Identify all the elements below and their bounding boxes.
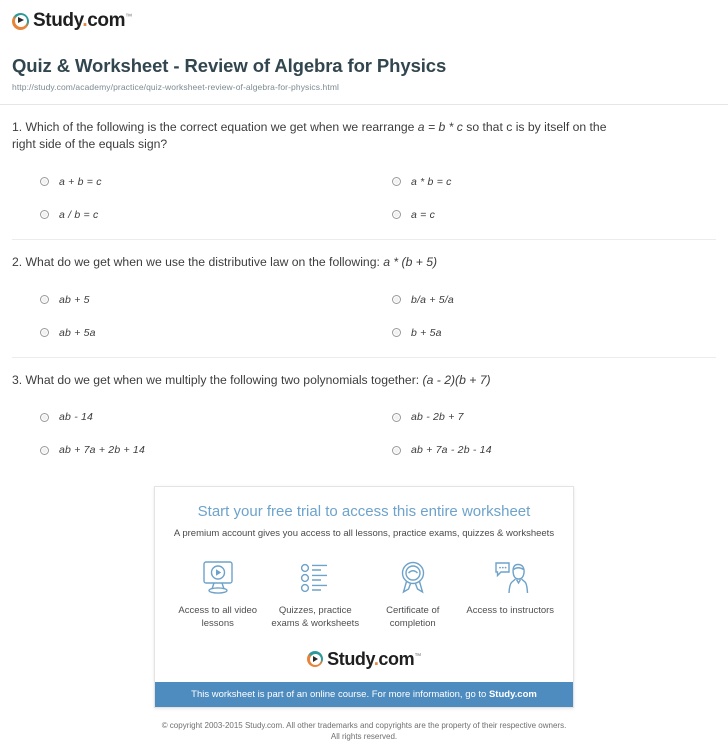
copyright-line-2: All rights reserved. bbox=[330, 732, 398, 742]
option-1-d[interactable] bbox=[364, 196, 716, 227]
brand-name-tld: com bbox=[378, 648, 415, 669]
option-label: a + b = c bbox=[59, 175, 102, 188]
option-label: b/a + 5/a bbox=[411, 293, 454, 306]
radio-icon[interactable] bbox=[40, 295, 49, 304]
radio-icon[interactable] bbox=[392, 295, 401, 304]
page-title: Quiz & Worksheet - Review of Algebra for Physics bbox=[12, 54, 447, 76]
feature-certificate bbox=[364, 557, 462, 631]
radio-icon[interactable] bbox=[40, 328, 49, 337]
promo-bar-text: This worksheet is part of an online course. For more information, go to bbox=[191, 688, 489, 700]
award-ribbon-icon bbox=[393, 557, 433, 597]
promo-study-com-logo[interactable] bbox=[307, 649, 421, 670]
option-1-a[interactable] bbox=[12, 168, 364, 196]
options-list-2 bbox=[12, 278, 716, 345]
option-label: a * b = c bbox=[411, 175, 452, 188]
option-label: a / b = c bbox=[59, 208, 99, 221]
option-2-d[interactable] bbox=[364, 314, 716, 345]
brand-name-tld: com bbox=[87, 10, 126, 31]
play-circle-icon bbox=[12, 13, 29, 30]
option-label: ab + 5 bbox=[59, 293, 90, 306]
title-block bbox=[0, 43, 728, 92]
question-1-part1: 1. Which of the following is the correct equation we get when we rearrange bbox=[12, 119, 418, 134]
feature-quizzes-worksheets bbox=[267, 557, 365, 631]
brand-wordmark bbox=[327, 649, 421, 670]
copyright-line-1: © copyright 2003-2015 Study.com. All other trademarks and copyrights are the property of their respective owners. bbox=[161, 720, 567, 730]
options-list-1 bbox=[12, 160, 716, 227]
promo-footer-bar bbox=[155, 682, 573, 707]
promo-bar-link[interactable]: Study.com bbox=[488, 688, 537, 700]
promo-card-container bbox=[0, 462, 728, 708]
option-1-b[interactable] bbox=[364, 168, 716, 196]
instructor-chat-icon bbox=[490, 557, 530, 597]
page-url: http://study.com/academy/practice/quiz-worksheet-review-of-algebra-for-physics.html bbox=[12, 81, 340, 92]
question-2-expression: a * (b + 5) bbox=[383, 254, 438, 269]
brand-wordmark bbox=[33, 10, 132, 32]
promo-logo-row bbox=[155, 645, 573, 682]
feature-video-lessons bbox=[169, 557, 267, 631]
radio-icon[interactable] bbox=[40, 210, 49, 219]
option-label: ab - 2b + 7 bbox=[411, 411, 464, 424]
question-text-2 bbox=[12, 254, 612, 272]
copyright-footer bbox=[0, 708, 728, 743]
option-label: b + 5a bbox=[411, 326, 442, 339]
question-block-1 bbox=[0, 105, 728, 227]
option-2-b[interactable] bbox=[364, 286, 716, 314]
option-3-d[interactable] bbox=[364, 431, 716, 462]
radio-icon[interactable] bbox=[40, 413, 49, 422]
option-3-a[interactable] bbox=[12, 403, 364, 431]
radio-icon[interactable] bbox=[392, 446, 401, 455]
study-com-logo[interactable] bbox=[12, 10, 132, 32]
option-label: ab + 5a bbox=[59, 326, 96, 339]
brand-name-main: Study bbox=[33, 10, 83, 31]
question-text-1 bbox=[12, 119, 612, 154]
options-list-3 bbox=[12, 395, 716, 462]
option-3-c[interactable] bbox=[12, 431, 364, 462]
feature-instructors bbox=[462, 557, 560, 631]
option-label: a = c bbox=[411, 208, 436, 221]
radio-icon[interactable] bbox=[392, 210, 401, 219]
video-monitor-icon bbox=[198, 557, 238, 597]
trademark-mark: ™ bbox=[414, 652, 421, 660]
radio-icon[interactable] bbox=[392, 413, 401, 422]
play-circle-icon bbox=[307, 651, 323, 667]
page-header bbox=[0, 0, 728, 43]
option-label: ab + 7a + 2b + 14 bbox=[59, 444, 146, 457]
radio-icon[interactable] bbox=[40, 177, 49, 186]
question-1-part2: so that c is by itself on the right side of the equals sign? bbox=[12, 119, 607, 152]
option-1-c[interactable] bbox=[12, 196, 364, 227]
feature-label: Quizzes, practice exams & worksheets bbox=[271, 605, 360, 630]
question-block-2 bbox=[0, 240, 728, 345]
radio-icon[interactable] bbox=[392, 177, 401, 186]
question-block-3 bbox=[0, 358, 728, 463]
option-2-a[interactable] bbox=[12, 286, 364, 314]
feature-label: Certificate of completion bbox=[386, 605, 440, 630]
promo-title: Start your free trial to access this entire worksheet bbox=[197, 503, 531, 521]
radio-icon[interactable] bbox=[392, 328, 401, 337]
question-text-3 bbox=[12, 372, 612, 390]
question-2-part1: 2. What do we get when we use the distributive law on the following: bbox=[12, 254, 384, 269]
promo-subtitle: A premium account gives you access to all lessons, practice exams, quizzes & worksheets bbox=[173, 528, 555, 540]
question-3-part1: 3. What do we get when we multiply the following two polynomials together: bbox=[12, 372, 423, 387]
brand-name-dot: . bbox=[373, 648, 379, 669]
radio-icon[interactable] bbox=[40, 446, 49, 455]
option-2-c[interactable] bbox=[12, 314, 364, 345]
checklist-icon bbox=[295, 557, 335, 597]
free-trial-promo-card bbox=[154, 486, 574, 708]
question-3-expression: (a - 2)(b + 7) bbox=[422, 372, 491, 387]
brand-name-main: Study bbox=[327, 648, 374, 669]
option-label: ab + 7a - 2b - 14 bbox=[411, 444, 492, 457]
option-3-b[interactable] bbox=[364, 403, 716, 431]
question-1-expression: a = b * c bbox=[417, 119, 463, 134]
trademark-mark: ™ bbox=[125, 13, 132, 21]
promo-features bbox=[155, 557, 573, 645]
option-label: ab - 14 bbox=[59, 411, 94, 424]
feature-label: Access to instructors bbox=[466, 605, 555, 617]
feature-label: Access to all video lessons bbox=[178, 605, 258, 630]
brand-name-dot: . bbox=[82, 10, 88, 31]
